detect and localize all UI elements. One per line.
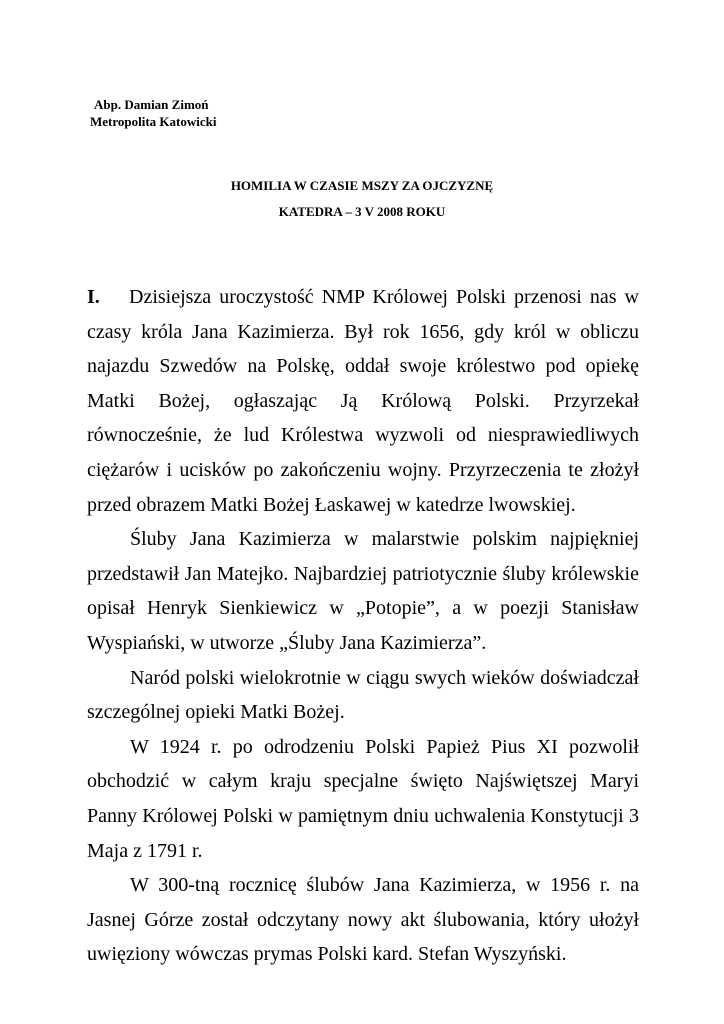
author-block xyxy=(90,96,217,130)
paragraph-1 xyxy=(87,280,639,522)
author-name: Abp. Damian Zimoń xyxy=(94,97,209,112)
homily-subtitle: KATEDRA – 3 V 2008 ROKU xyxy=(278,204,446,219)
paragraph-2: Śluby Jana Kazimierza w malarstwie polskim najpiękniej przedstawił Jan Matejko. Najbardziej patriotycznie śluby królewskie opisał Henryk Sienkiewicz w „Potopie”, a w poezji Stanisław Wyspiański, w utworze „Śluby Jana Kazimierza”. xyxy=(87,528,639,654)
homily-title: HOMILIA W CZASIE MSZY ZA OJCZYZNĘ xyxy=(230,178,494,193)
section-number: I. xyxy=(87,286,100,308)
paragraph-3: Naród polski wielokrotnie w ciągu swych wieków doświadczał szczególnej opieki Matki Bożej. xyxy=(87,666,639,724)
paragraph-5: W 300-tną rocznicę ślubów Jana Kazimierza, w 1956 r. na Jasnej Górze został odczytany nowy akt ślubowania, który ułożył uwięziony wówczas prymas Polski kard. Stefan Wyszyński. xyxy=(87,874,639,966)
paragraph-4: W 1924 r. po odrodzeniu Polski Papież Pius XI pozwolił obchodzić w całym kraju specjalne święto Najświętszej Maryi Panny Królowej Polski w pamiętnym dniu uchwalenia Konstytucji 3 Maja z 1791 r. xyxy=(87,735,639,862)
homily-body xyxy=(87,280,639,972)
author-title: Metropolita Katowicki xyxy=(90,114,217,129)
paragraph-1-text: Dzisiejsza uroczystość NMP Królowej Polski przenosi nas w czasy króla Jana Kazimierza. Był rok 1656, gdy król w obliczu najazdu Szwedów na Polskę, oddał swoje królestwo pod opiekę Matki Bożej, ogłaszając Ją Królową Polski. Przyrzekał równocześnie, że lud Królestwa wyzwoli od niesprawiedliwych ciężarów i ucisków po zakończeniu wojny. Przyrzeczenia te złożył przed obrazem Matki Bożej Łaskawej w katedrze lwowskiej. xyxy=(87,286,639,516)
